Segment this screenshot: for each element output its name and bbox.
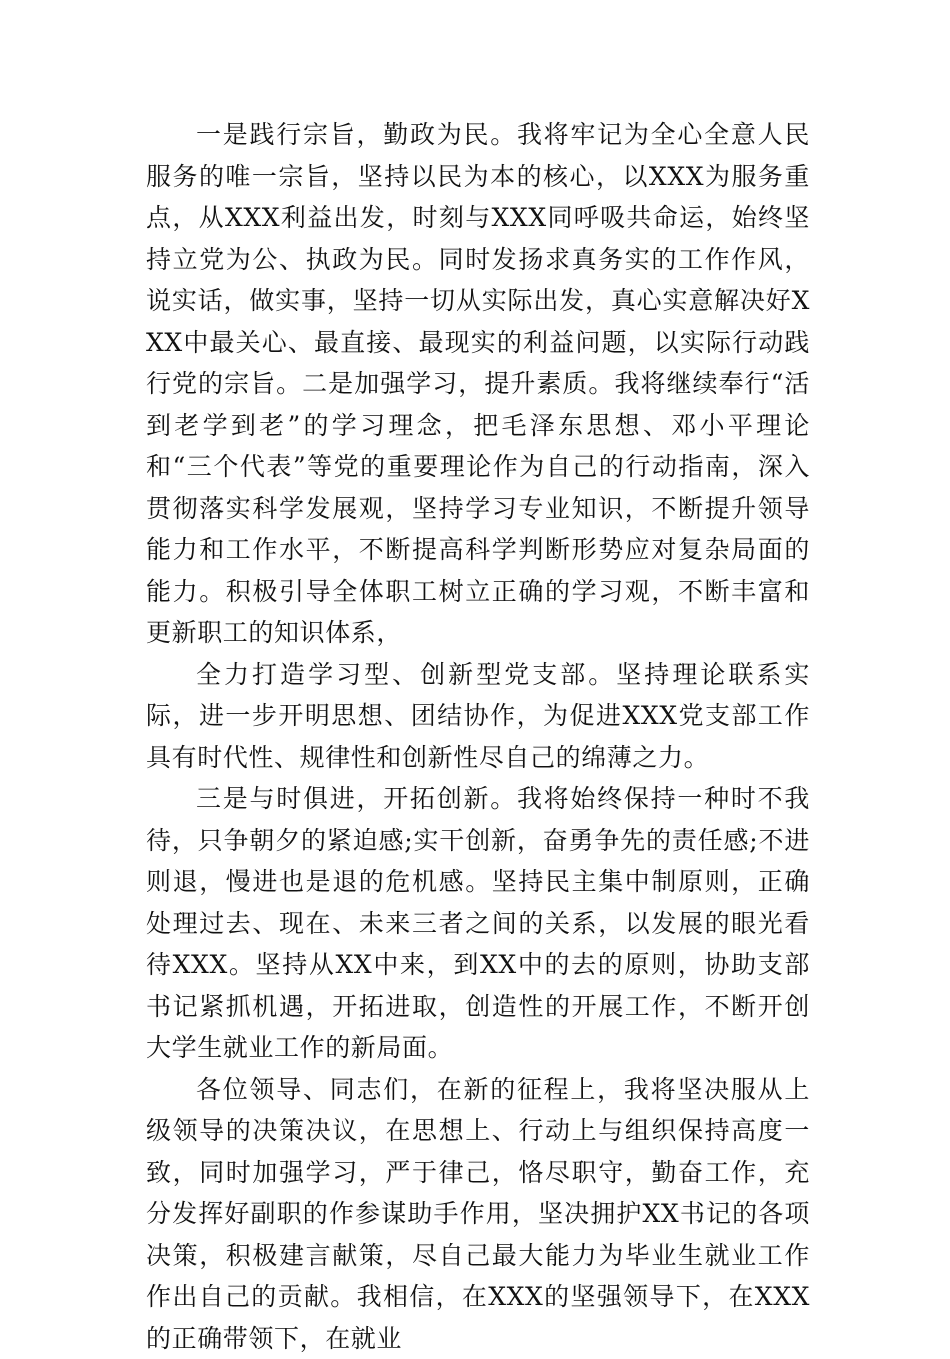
paragraph-2: 全力打造学习型、创新型党支部。坚持理论联系实际，进一步开明思想、团结协作，为促进XXX党支部工作具有时代性、规律性和创新性尽自己的绵薄之力。	[146, 654, 810, 779]
paragraph-1: 一是践行宗旨，勤政为民。我将牢记为全心全意人民服务的唯一宗旨，坚持以民为本的核心，以XXX为服务重点，从XXX利益出发，时刻与XXX同呼吸共命运，始终坚持立党为公、执政为民。同时发扬求真务实的工作作风，说实话，做实事，坚持一切从实际出发，真心实意解决好XXX中最关心、最直接、最现实的利益问题，以实际行动践行党的宗旨。二是加强学习，提升素质。我将继续奉行“活到老学到老”的学习理念，把毛泽东思想、邓小平理论和“三个代表”等党的重要理论作为自己的行动指南，深入贯彻落实科学发展观，坚持学习专业知识，不断提升领导能力和工作水平，不断提高科学判断形势应对复杂局面的能力。积极引导全体职工树立正确的学习观，不断丰富和更新职工的知识体系，	[146, 114, 810, 654]
paragraph-4: 各位领导、同志们，在新的征程上，我将坚决服从上级领导的决策决议，在思想上、行动上与组织保持高度一致，同时加强学习，严于律己，恪尽职守，勤奋工作，充分发挥好副职的作参谋助手作用，坚决拥护XX书记的各项决策，积极建言献策，尽自己最大能力为毕业生就业工作作出自己的贡献。我相信，在XXX的坚强领导下，在XXX的正确带领下，在就业	[146, 1069, 810, 1359]
paragraph-3: 三是与时俱进，开拓创新。我将始终保持一种时不我待，只争朝夕的紧迫感;实干创新，奋勇争先的责任感;不进则退，慢进也是退的危机感。坚持民主集中制原则，正确处理过去、现在、未来三者之间的关系，以发展的眼光看待XXX。坚持从XX中来，到XX中的去的原则，协助支部书记紧抓机遇，开拓进取，创造性的开展工作，不断开创大学生就业工作的新局面。	[146, 778, 810, 1069]
document-body	[146, 114, 810, 1359]
